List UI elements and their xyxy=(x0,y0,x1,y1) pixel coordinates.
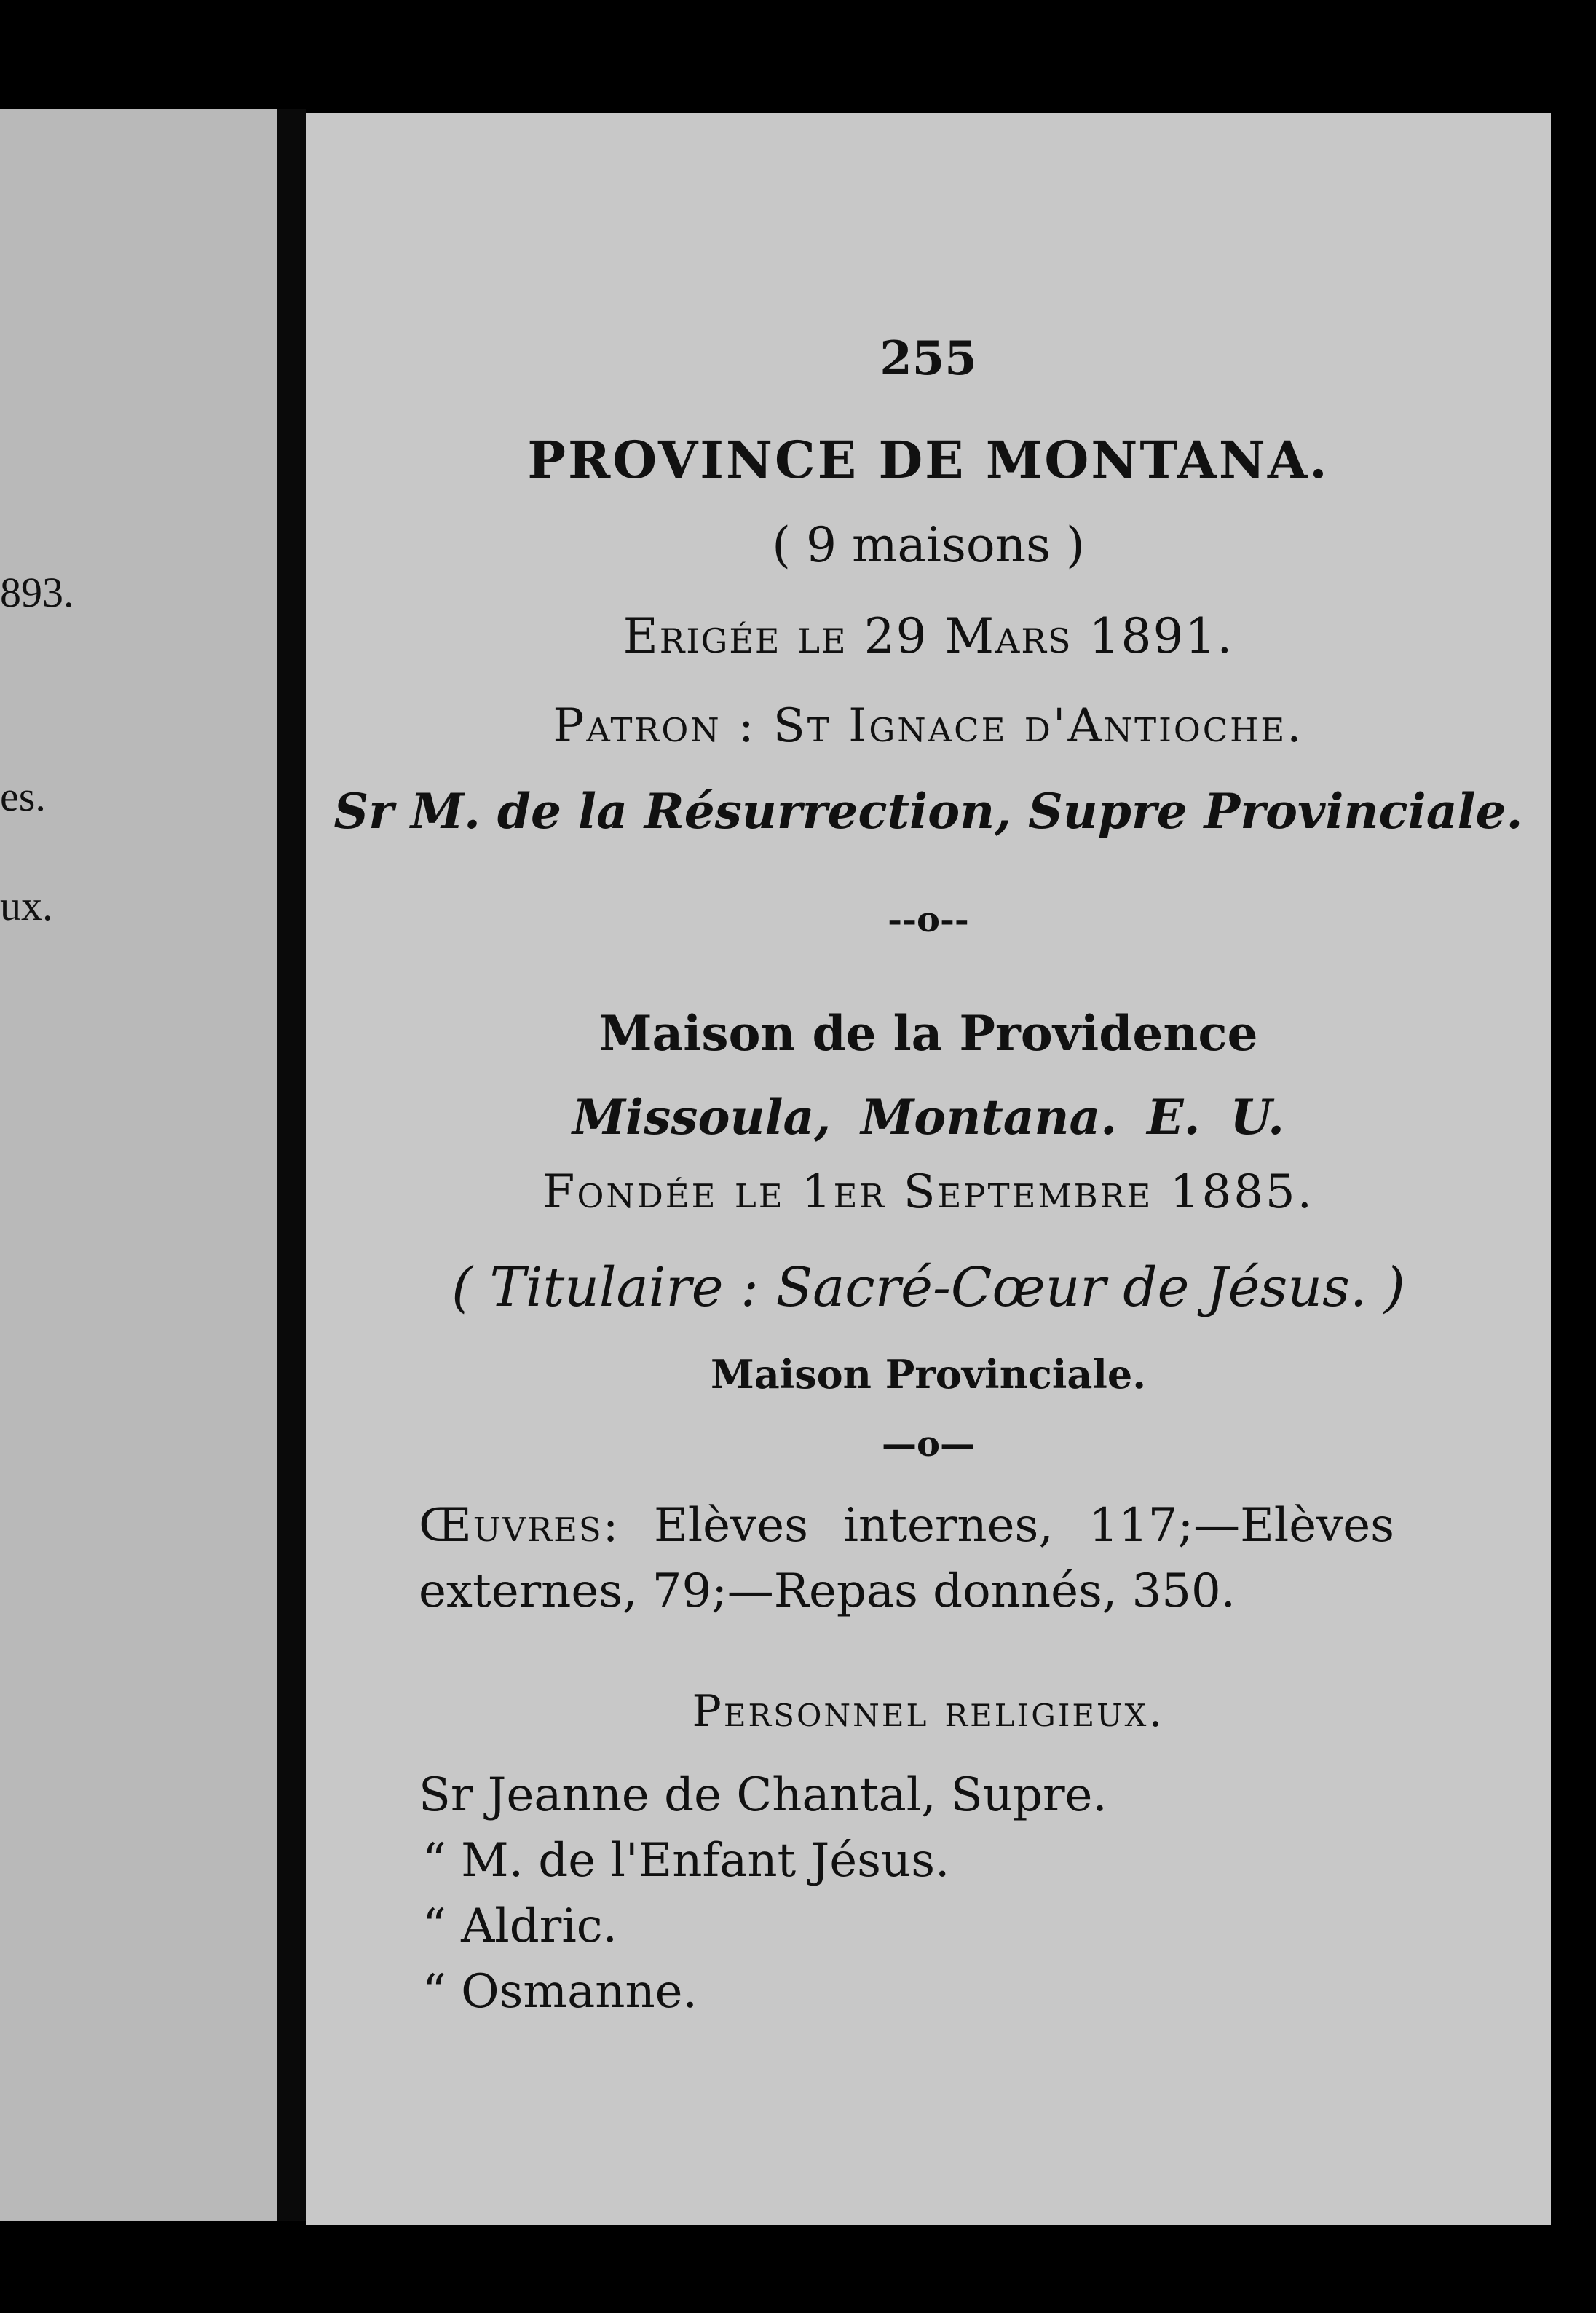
left-page-text: 893. xyxy=(0,569,74,616)
titular-line: ( Titulaire : Sacré-Cœur de Jésus. ) xyxy=(451,1256,1405,1319)
house-name: Maison de la Providence xyxy=(598,1005,1258,1062)
book-gutter xyxy=(277,109,306,2221)
book-page xyxy=(306,113,1551,2225)
left-page-text: es. xyxy=(0,773,46,820)
house-location: Missoula, Montana. E. U. xyxy=(572,1089,1284,1146)
left-page-fragment xyxy=(0,109,277,2221)
house-count: ( 9 maisons ) xyxy=(772,517,1085,573)
separator: —o— xyxy=(881,1424,975,1465)
left-page-text: ux. xyxy=(0,882,53,929)
works-paragraph xyxy=(419,1493,1394,1624)
personnel-list xyxy=(419,1762,1107,2025)
house-note: Maison Provinciale. xyxy=(710,1351,1147,1398)
founding-date: Fondée le 1er Septembre 1885. xyxy=(542,1165,1314,1219)
list-item: “ Aldric. xyxy=(422,1899,617,1953)
works-label: Œuvres xyxy=(419,1499,603,1553)
patron-line: Patron : St Ignace d'Antioche. xyxy=(553,699,1304,753)
page-number: 255 xyxy=(880,331,977,386)
provincial-superior: Sr M. de la Résurrection, Supre Provinciale. xyxy=(333,783,1523,840)
list-item: “ M. de l'Enfant Jésus. xyxy=(422,1834,950,1888)
personnel-heading: Personnel religieux. xyxy=(692,1686,1165,1737)
works-text: : Elèves internes, 117;—Elèves externes, 79;—Repas donnés, 350. xyxy=(419,1499,1394,1618)
erection-date: Erigée le 29 Mars 1891. xyxy=(623,608,1234,664)
list-item: Sr Jeanne de Chantal, Supre. xyxy=(419,1768,1107,1822)
separator: --o-- xyxy=(888,899,969,940)
province-title: PROVINCE DE MONTANA. xyxy=(527,430,1330,490)
list-item: “ Osmanne. xyxy=(422,1965,698,2019)
